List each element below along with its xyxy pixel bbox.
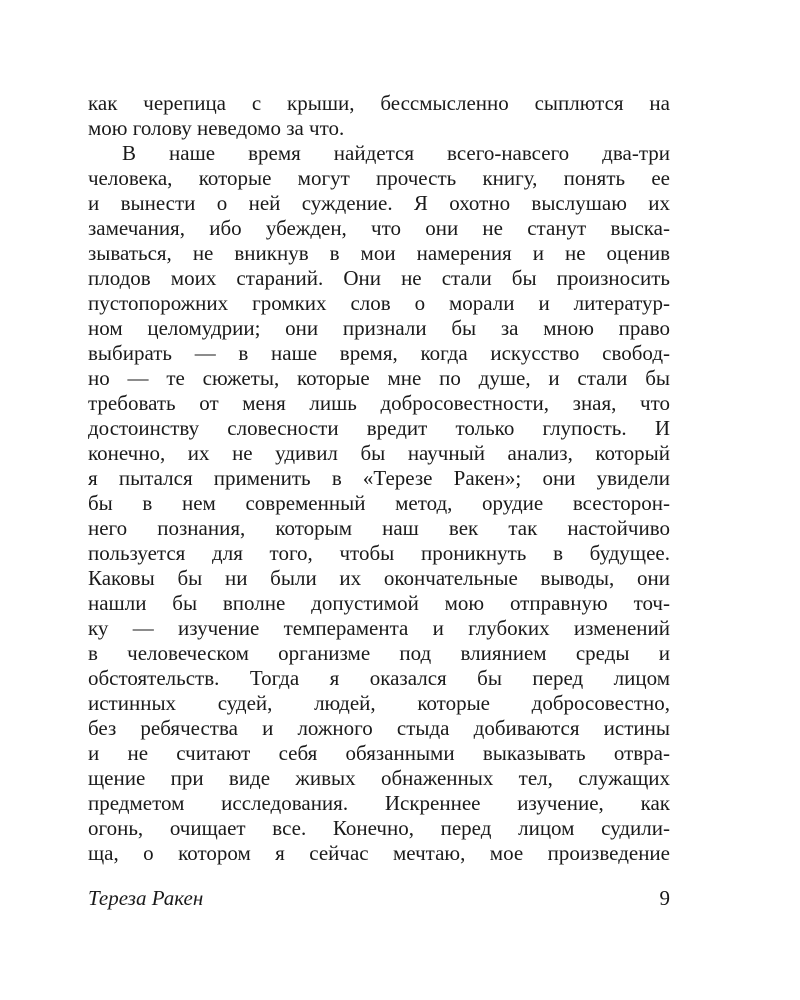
text-line: ном целомудрии; они признали бы за мною право	[88, 316, 670, 340]
text-line: в человеческом организме под влиянием среды и	[88, 641, 670, 665]
text-line: него познания, которым наш век так настойчиво	[88, 516, 670, 540]
text-line: щение при виде живых обнаженных тел, служащих	[88, 766, 670, 790]
text-line: Каковы бы ни были их окончательные выводы, они	[88, 566, 670, 590]
text-line: я пытался применить в «Терезе Ракен»; они увидели	[88, 466, 670, 490]
text-line: нашли бы вполне допустимой мою отправную точ-	[88, 591, 670, 615]
text-line: конечно, их не удивил бы научный анализ, который	[88, 441, 670, 465]
text-line: истинных судей, людей, которые добросовестно,	[88, 691, 670, 715]
text-line: но — те сюжеты, которые мне по душе, и стали бы	[88, 366, 670, 390]
text-line: ку — изучение темперамента и глубоких изменений	[88, 616, 670, 640]
text-line: плодов моих стараний. Они не стали бы произносить	[88, 266, 670, 290]
text-line: предметом исследования. Искреннее изучение, как	[88, 791, 670, 815]
text-line: бы в нем современный метод, орудие всесторон-	[88, 491, 670, 515]
text-line: замечания, ибо убежден, что они не станут выска-	[88, 216, 670, 240]
text-line: и вынести о ней суждение. Я охотно выслушаю их	[88, 191, 670, 215]
text-line: пользуется для того, чтобы проникнуть в будущее.	[88, 541, 670, 565]
text-line: мою голову неведомо за что.	[88, 116, 345, 140]
text-line: достоинству словесности вредит только глупость. И	[88, 416, 670, 440]
text-line: требовать от меня лишь добросовестности, зная, что	[88, 391, 670, 415]
text-line: огонь, очищает все. Конечно, перед лицом судили-	[88, 816, 670, 840]
running-title: Тереза Ракен	[88, 886, 204, 910]
text-line: обстоятельств. Тогда я оказался бы перед лицом	[88, 666, 670, 690]
text-line: пустопорожних громких слов о морали и литератур-	[88, 291, 670, 315]
page-body	[88, 91, 670, 866]
paragraph-first-line: В наше время найдется всего-навсего два-три	[122, 141, 670, 165]
text-line: без ребячества и ложного стыда добиваются истины	[88, 716, 670, 740]
text-line: зываться, не вникнув в мои намерения и не оценив	[88, 241, 670, 265]
text-line: как черепица с крыши, бессмысленно сыплются на	[88, 91, 670, 115]
text-line: и не считают себя обязанными выказывать отвра-	[88, 741, 670, 765]
page-number: 9	[659, 886, 670, 910]
text-line: ща, о котором я сейчас мечтаю, мое произведение	[88, 841, 670, 865]
text-line: выбирать — в наше время, когда искусство свобод-	[88, 341, 670, 365]
text-line: человека, которые могут прочесть книгу, понять ее	[88, 166, 670, 190]
page-footer	[88, 884, 670, 912]
